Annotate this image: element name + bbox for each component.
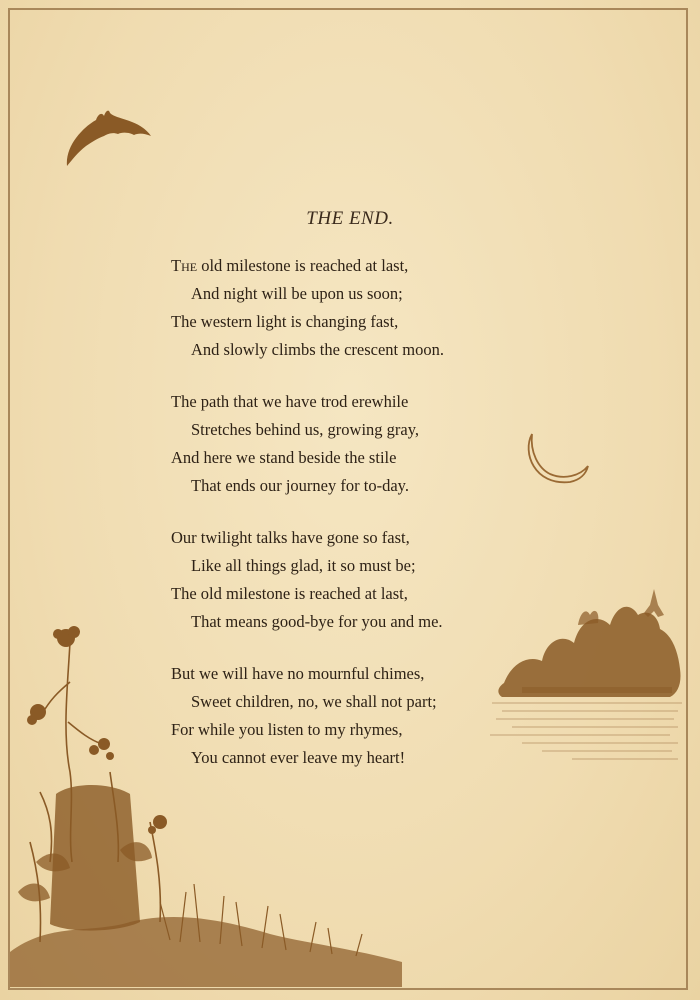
poem-line: And here we stand beside the stile	[171, 448, 397, 467]
distant-trees-illustration	[482, 585, 692, 775]
poem-line: The old milestone is reached at last,	[171, 256, 409, 275]
page-title: THE END.	[306, 208, 394, 229]
poem-line: That means good-bye for you and me.	[191, 612, 443, 631]
stanza-3	[171, 524, 444, 636]
milestone-wildflowers-illustration	[10, 622, 410, 987]
crescent-moon-icon	[522, 430, 594, 492]
bat-icon	[62, 104, 154, 170]
poem-line: Like all things glad, it so must be;	[191, 556, 416, 575]
poem-line: That ends our journey for to-day.	[191, 476, 409, 495]
drop-initial: The	[171, 256, 198, 275]
stanza-1	[171, 252, 444, 364]
poem-line: The western light is changing fast,	[171, 312, 399, 331]
stanza-2	[171, 388, 444, 500]
poem-line: For while you listen to my rhymes,	[171, 720, 403, 739]
poem-line: But we will have no mournful chimes,	[171, 664, 425, 683]
poem-line: And night will be upon us soon;	[191, 284, 403, 303]
poem-line: You cannot ever leave my heart!	[191, 748, 406, 767]
poem-line: Stretches behind us, growing gray,	[191, 420, 420, 439]
poem-line: The path that we have trod erewhile	[171, 392, 409, 411]
poem-line: Sweet children, no, we shall not part;	[191, 692, 437, 711]
poem-line: The old milestone is reached at last,	[171, 584, 408, 603]
poem-line: And slowly climbs the crescent moon.	[191, 340, 444, 359]
poem-line: Our twilight talks have gone so fast,	[171, 528, 410, 547]
